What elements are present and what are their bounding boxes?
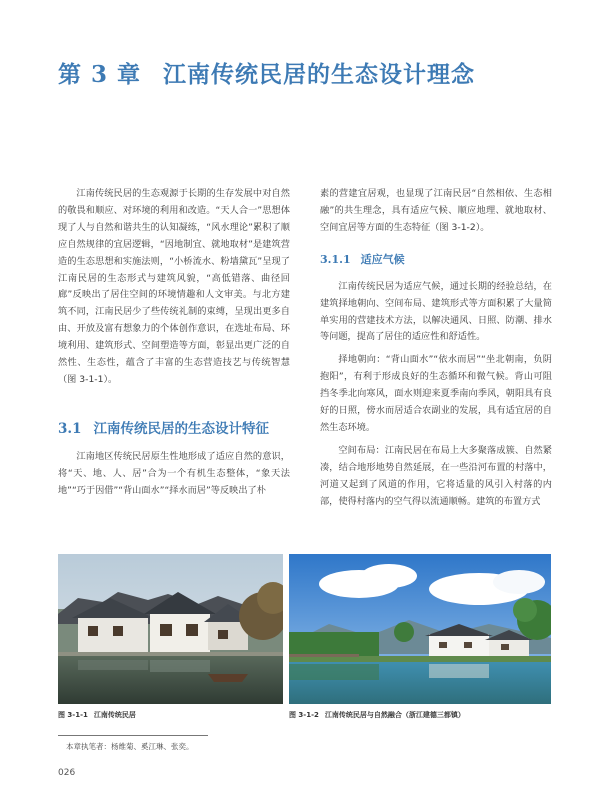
page-number: 026 bbox=[58, 768, 76, 778]
climate-paragraph: 江南传统民居为适应气候，通过长期的经验总结，在建筑择地朝向、空间布局、建筑形式等方面积累了大量简单实用的营建技术方法，以解决通风、日照、防潮、排水等问题，提高了居住的适应性和舒适性。 bbox=[320, 280, 552, 343]
section-title: 江南传统民居的生态设计特征 bbox=[93, 420, 269, 437]
orientation-paragraph: 择地朝向：“背山面水”“依水而居”“坐北朝南，负阴抱阳”，有利于形成良好的生态循环和微气候。背山可阻挡冬季北向寒风，面水则迎来夏季南向季风，朝阳具有良好的日照，傍水而居适合农副业的发展，具有适宜居的自然生态环境。 bbox=[320, 354, 552, 433]
section-paragraph: 江南地区传统民居原生性地形成了适应自然的意识，将“天、地、人、居”合为一个有机生态整体，“象天法地”“巧于因借”“背山面水”“择水而居”等反映出了朴 bbox=[58, 450, 290, 496]
chapter-title bbox=[58, 56, 558, 89]
chapter-number: 第 3 章 bbox=[58, 61, 142, 88]
figure-caption-text-2: 江南传统民居与自然融合（浙江建德三都镇） bbox=[324, 711, 465, 719]
figure-jiangnan-houses-photo bbox=[58, 554, 283, 704]
chapter-title-text: 江南传统民居的生态设计理念 bbox=[163, 61, 476, 88]
left-column bbox=[58, 186, 290, 500]
layout-paragraph: 空间布局：江南民居在布局上大多聚落成簇、自然紧凑，结合地形地势自然延展，在一些沿河布置的村落中，河道又起到了风道的作用，它将适量的风引入村落的内部，使得村落内的空气得以流通顺畅。建筑的布置方式 bbox=[320, 444, 552, 507]
figure-caption-2 bbox=[289, 710, 465, 720]
continued-paragraph: 素的营建宜居观，也显现了江南民居“自然相依、生态相融”的共生理念，具有适应气候、顺应地理、就地取材、空间宜居等方面的生态特征（图 3-1-2）。 bbox=[320, 188, 552, 233]
figure-label-1: 图 3-1-1 bbox=[58, 711, 88, 719]
section-number: 3.1 bbox=[58, 420, 82, 437]
subsection-title: 适应气候 bbox=[360, 252, 405, 266]
right-column bbox=[320, 186, 552, 511]
footnote-divider bbox=[58, 735, 208, 736]
figure-label-2: 图 3-1-2 bbox=[289, 711, 319, 719]
footnote: 本章执笔者：杨维菊、奚江琳、张奕。 bbox=[66, 742, 194, 751]
subsection-number: 3.1.1 bbox=[320, 252, 351, 266]
figure-houses-nature-photo bbox=[289, 554, 551, 704]
figure-caption-1 bbox=[58, 710, 136, 720]
intro-paragraph: 江南传统民居的生态观源于长期的生存发展中对自然的敬畏和顺应、对环境的利用和改造。“天人合一”思想体现了人与自然和谐共生的认知凝练，“风水理论”累积了顺应自然规律的宜居逻辑，“因地制宜、就地取材”是建筑营造的生态思想和实施法则，“小桥流水、粉墙黛瓦”呈现了江南民居的生态形式与建筑风貌，“高低错落、曲径回廊”反映出了居住空间的环境情趣和人文审美。与北方建筑不同，江南民居少了些传统礼制的束缚，呈现出更多自由、开放及富有想象力的个体创作意识，在选址布局、环境利用、建筑形式、空间塑造等方面，彰显出更广泛的自然性、生态性，蕴含了丰富的生态营造技艺与传统智慧（图 3-1-1）。 bbox=[58, 188, 290, 385]
section-heading bbox=[58, 417, 290, 437]
subsection-heading bbox=[320, 251, 552, 267]
figure-caption-text-1: 江南传统民居 bbox=[93, 711, 136, 719]
